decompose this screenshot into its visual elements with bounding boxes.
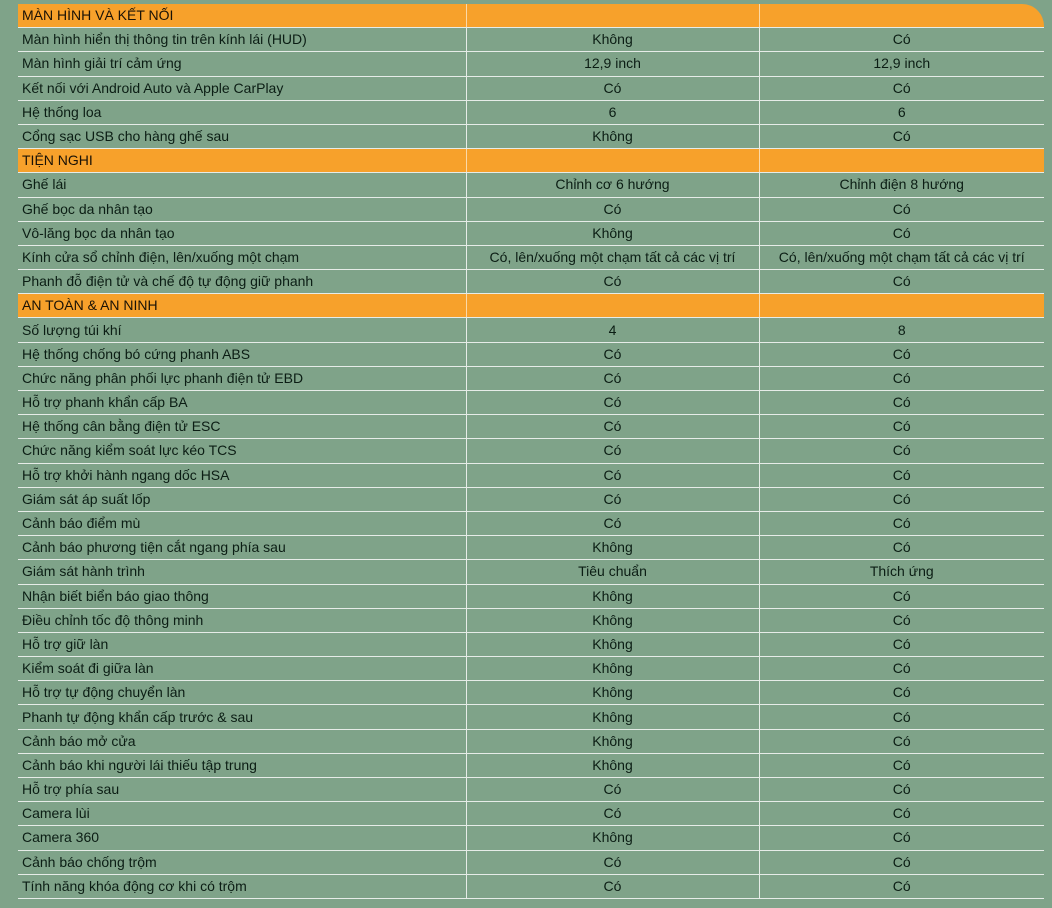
- table-row: [18, 366, 1044, 390]
- variant-2-cell: Có: [759, 632, 1044, 656]
- section-header-cell: [466, 294, 759, 318]
- variant-1-cell: Có: [466, 487, 759, 511]
- table-row: [18, 850, 1044, 874]
- table-row: [18, 778, 1044, 802]
- feature-cell: Ghế bọc da nhân tạo: [18, 197, 466, 221]
- variant-1-cell: Không: [466, 608, 759, 632]
- variant-1-cell: Có: [466, 197, 759, 221]
- variant-1-cell: Không: [466, 536, 759, 560]
- feature-cell: Cảnh báo điểm mù: [18, 511, 466, 535]
- spec-table: [18, 4, 1044, 899]
- section-header-cell: [759, 294, 1044, 318]
- variant-2-cell: Có: [759, 415, 1044, 439]
- variant-2-cell: Có: [759, 705, 1044, 729]
- feature-cell: Hỗ trợ tự động chuyển làn: [18, 681, 466, 705]
- feature-cell: Cảnh báo chống trộm: [18, 850, 466, 874]
- table-row: [18, 584, 1044, 608]
- variant-2-cell: Có, lên/xuống một chạm tất cả các vị trí: [759, 245, 1044, 269]
- feature-cell: Hỗ trợ giữ làn: [18, 632, 466, 656]
- feature-cell: Phanh đỗ điện tử và chế độ tự động giữ phanh: [18, 270, 466, 294]
- variant-1-cell: 12,9 inch: [466, 52, 759, 76]
- feature-cell: Hệ thống loa: [18, 100, 466, 124]
- table-row: [18, 826, 1044, 850]
- table-row: [18, 729, 1044, 753]
- table-row: [18, 753, 1044, 777]
- feature-cell: Hệ thống chống bó cứng phanh ABS: [18, 342, 466, 366]
- section-header: [18, 294, 1044, 318]
- variant-2-cell: Có: [759, 584, 1044, 608]
- variant-2-cell: Có: [759, 826, 1044, 850]
- variant-2-cell: Có: [759, 463, 1044, 487]
- variant-2-cell: Có: [759, 487, 1044, 511]
- table-row: [18, 28, 1044, 52]
- variant-1-cell: Không: [466, 681, 759, 705]
- feature-cell: Hệ thống cân bằng điện tử ESC: [18, 415, 466, 439]
- table-row: [18, 705, 1044, 729]
- variant-1-cell: Có: [466, 270, 759, 294]
- feature-cell: Kính cửa sổ chỉnh điện, lên/xuống một chạm: [18, 245, 466, 269]
- feature-cell: Cảnh báo phương tiện cắt ngang phía sau: [18, 536, 466, 560]
- variant-1-cell: 4: [466, 318, 759, 342]
- feature-cell: Tính năng khóa động cơ khi có trộm: [18, 874, 466, 898]
- variant-2-cell: Có: [759, 753, 1044, 777]
- table-row: [18, 124, 1044, 148]
- spec-table-body: [18, 4, 1044, 898]
- table-row: [18, 221, 1044, 245]
- variant-1-cell: 6: [466, 100, 759, 124]
- variant-2-cell: Có: [759, 124, 1044, 148]
- variant-2-cell: Có: [759, 391, 1044, 415]
- table-row: [18, 270, 1044, 294]
- variant-1-cell: Có: [466, 415, 759, 439]
- table-row: [18, 681, 1044, 705]
- variant-2-cell: 8: [759, 318, 1044, 342]
- feature-cell: Hỗ trợ phía sau: [18, 778, 466, 802]
- variant-2-cell: Thích ứng: [759, 560, 1044, 584]
- variant-2-cell: Có: [759, 608, 1044, 632]
- variant-1-cell: Có: [466, 463, 759, 487]
- feature-cell: Hỗ trợ phanh khẩn cấp BA: [18, 391, 466, 415]
- table-row: [18, 874, 1044, 898]
- variant-1-cell: Không: [466, 124, 759, 148]
- variant-1-cell: Có, lên/xuống một chạm tất cả các vị trí: [466, 245, 759, 269]
- table-row: [18, 76, 1044, 100]
- variant-1-cell: Có: [466, 342, 759, 366]
- variant-1-cell: Không: [466, 705, 759, 729]
- feature-cell: Cảnh báo mở cửa: [18, 729, 466, 753]
- variant-1-cell: Không: [466, 753, 759, 777]
- section-title: MÀN HÌNH VÀ KẾT NỐI: [18, 4, 466, 28]
- feature-cell: Kết nối với Android Auto và Apple CarPlay: [18, 76, 466, 100]
- variant-1-cell: Không: [466, 826, 759, 850]
- section-header-cell: [759, 149, 1044, 173]
- feature-cell: Màn hình hiển thị thông tin trên kính lái (HUD): [18, 28, 466, 52]
- variant-1-cell: Tiêu chuẩn: [466, 560, 759, 584]
- variant-1-cell: Có: [466, 874, 759, 898]
- variant-2-cell: Có: [759, 536, 1044, 560]
- feature-cell: Ghế lái: [18, 173, 466, 197]
- variant-2-cell: Có: [759, 28, 1044, 52]
- variant-1-cell: Không: [466, 657, 759, 681]
- feature-cell: Camera 360: [18, 826, 466, 850]
- table-row: [18, 100, 1044, 124]
- table-row: [18, 487, 1044, 511]
- variant-2-cell: Có: [759, 439, 1044, 463]
- table-row: [18, 632, 1044, 656]
- variant-2-cell: 12,9 inch: [759, 52, 1044, 76]
- section-header-cell: [466, 4, 759, 28]
- feature-cell: Màn hình giải trí cảm ứng: [18, 52, 466, 76]
- variant-1-cell: Không: [466, 221, 759, 245]
- feature-cell: Camera lùi: [18, 802, 466, 826]
- feature-cell: Cảnh báo khi người lái thiếu tập trung: [18, 753, 466, 777]
- variant-2-cell: Có: [759, 778, 1044, 802]
- variant-2-cell: Chỉnh điện 8 hướng: [759, 173, 1044, 197]
- table-row: [18, 197, 1044, 221]
- variant-2-cell: Có: [759, 802, 1044, 826]
- feature-cell: Giám sát hành trình: [18, 560, 466, 584]
- table-row: [18, 560, 1044, 584]
- table-row: [18, 463, 1044, 487]
- variant-2-cell: Có: [759, 729, 1044, 753]
- variant-2-cell: Có: [759, 511, 1044, 535]
- section-header: [18, 4, 1044, 28]
- section-header-cell: [466, 149, 759, 173]
- variant-2-cell: Có: [759, 76, 1044, 100]
- table-row: [18, 608, 1044, 632]
- table-row: [18, 245, 1044, 269]
- feature-cell: Kiểm soát đi giữa làn: [18, 657, 466, 681]
- variant-1-cell: Có: [466, 391, 759, 415]
- feature-cell: Cổng sạc USB cho hàng ghế sau: [18, 124, 466, 148]
- variant-1-cell: Có: [466, 76, 759, 100]
- variant-2-cell: 6: [759, 100, 1044, 124]
- variant-2-cell: Có: [759, 681, 1044, 705]
- variant-1-cell: Có: [466, 439, 759, 463]
- table-row: [18, 173, 1044, 197]
- variant-2-cell: Có: [759, 197, 1044, 221]
- feature-cell: Vô-lăng bọc da nhân tạo: [18, 221, 466, 245]
- table-row: [18, 536, 1044, 560]
- section-header: [18, 149, 1044, 173]
- feature-cell: Chức năng kiểm soát lực kéo TCS: [18, 439, 466, 463]
- table-row: [18, 391, 1044, 415]
- table-row: [18, 657, 1044, 681]
- variant-1-cell: Chỉnh cơ 6 hướng: [466, 173, 759, 197]
- section-title: AN TOÀN & AN NINH: [18, 294, 466, 318]
- feature-cell: Chức năng phân phối lực phanh điện tử EBD: [18, 366, 466, 390]
- feature-cell: Điều chỉnh tốc độ thông minh: [18, 608, 466, 632]
- feature-cell: Nhận biết biển báo giao thông: [18, 584, 466, 608]
- variant-1-cell: Có: [466, 802, 759, 826]
- table-row: [18, 511, 1044, 535]
- section-header-cell: [759, 4, 1044, 28]
- variant-1-cell: Không: [466, 584, 759, 608]
- table-row: [18, 415, 1044, 439]
- table-row: [18, 52, 1044, 76]
- feature-cell: Hỗ trợ khởi hành ngang dốc HSA: [18, 463, 466, 487]
- variant-1-cell: Không: [466, 729, 759, 753]
- variant-1-cell: Có: [466, 850, 759, 874]
- variant-1-cell: Có: [466, 366, 759, 390]
- variant-2-cell: Có: [759, 342, 1044, 366]
- variant-1-cell: Không: [466, 28, 759, 52]
- table-row: [18, 439, 1044, 463]
- feature-cell: Phanh tự động khẩn cấp trước & sau: [18, 705, 466, 729]
- variant-2-cell: Có: [759, 850, 1044, 874]
- table-row: [18, 802, 1044, 826]
- variant-1-cell: Không: [466, 632, 759, 656]
- variant-2-cell: Có: [759, 270, 1044, 294]
- table-row: [18, 342, 1044, 366]
- variant-2-cell: Có: [759, 221, 1044, 245]
- feature-cell: Số lượng túi khí: [18, 318, 466, 342]
- variant-2-cell: Có: [759, 657, 1044, 681]
- table-row: [18, 318, 1044, 342]
- variant-2-cell: Có: [759, 874, 1044, 898]
- variant-1-cell: Có: [466, 511, 759, 535]
- variant-2-cell: Có: [759, 366, 1044, 390]
- variant-1-cell: Có: [466, 778, 759, 802]
- section-title: TIỆN NGHI: [18, 149, 466, 173]
- feature-cell: Giám sát áp suất lốp: [18, 487, 466, 511]
